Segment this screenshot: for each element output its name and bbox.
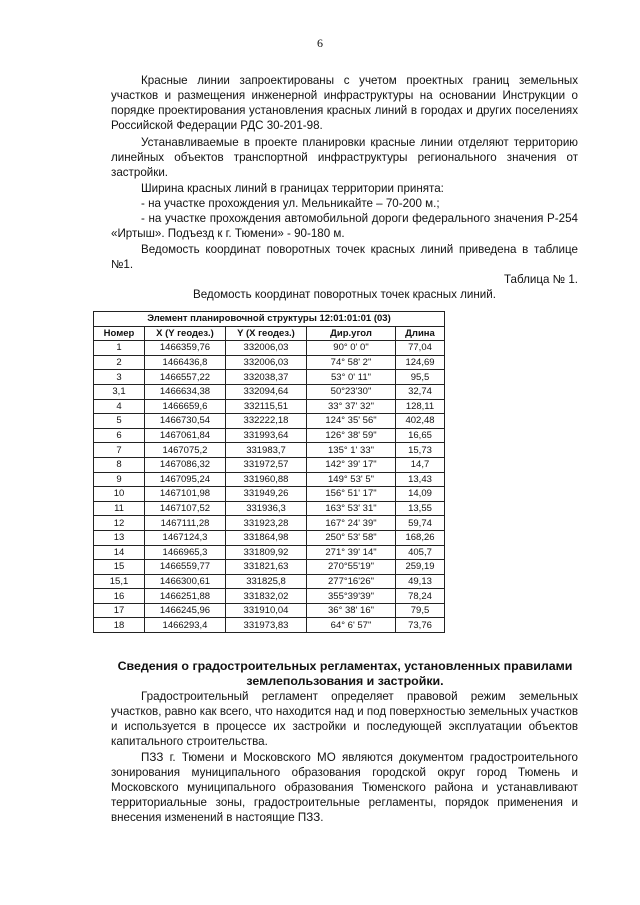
table-cell: 331825,8 xyxy=(226,574,307,589)
table-cell: 331983,7 xyxy=(226,443,307,458)
table-cell: 1467124,3 xyxy=(145,530,226,545)
table-cell: 331949,26 xyxy=(226,487,307,502)
table-cell: 53° 0' 11" xyxy=(307,370,396,385)
header-y: Y (X геодез.) xyxy=(226,326,307,341)
table-cell: 332094,64 xyxy=(226,384,307,399)
table-cell: 331972,57 xyxy=(226,457,307,472)
table-cell: 64° 6' 57" xyxy=(307,618,396,633)
table-cell: 1466965,3 xyxy=(145,545,226,560)
table-cell: 331993,64 xyxy=(226,428,307,443)
table-cell: 142° 39' 17" xyxy=(307,457,396,472)
table-cell: 124,69 xyxy=(396,355,445,370)
table-cell: 1 xyxy=(94,341,145,356)
table-cell: 331936,3 xyxy=(226,501,307,516)
table-cell: 14 xyxy=(94,545,145,560)
table-cell: 15,1 xyxy=(94,574,145,589)
table-row xyxy=(94,589,445,604)
table-title: Ведомость координат поворотных точек красных линий. xyxy=(193,288,496,301)
header-direction-angle: Дир.угол xyxy=(307,326,396,341)
table-body xyxy=(94,341,445,633)
table-cell: 1466557,22 xyxy=(145,370,226,385)
table-cell: 15 xyxy=(94,560,145,575)
table-cell: 1467107,52 xyxy=(145,501,226,516)
table-row xyxy=(94,428,445,443)
table-cell: 402,48 xyxy=(396,414,445,429)
table-cell: 33° 37' 32" xyxy=(307,399,396,414)
table-row xyxy=(94,370,445,385)
table-row xyxy=(94,545,445,560)
table-cell: 331960,88 xyxy=(226,472,307,487)
table-row xyxy=(94,560,445,575)
table-cell: 1467095,24 xyxy=(145,472,226,487)
table-cell: 163° 53' 31" xyxy=(307,501,396,516)
section-heading: Сведения о градостроительных регламентах, установленных правилами землепользования и застройки. xyxy=(117,659,573,688)
table-cell: 277°16'26" xyxy=(307,574,396,589)
table-cell: 1467086,32 xyxy=(145,457,226,472)
table-row xyxy=(94,443,445,458)
coordinates-table xyxy=(93,311,445,633)
table-row xyxy=(94,618,445,633)
table-cell: 77,04 xyxy=(396,341,445,356)
table-cell: 1467075,2 xyxy=(145,443,226,458)
paragraph-width-highway: - на участке прохождения автомобильной дороги федерального значения Р-254 «Иртыш». Подъезд к г. Тюмени» - 90-180 м. xyxy=(111,212,578,240)
table-cell: 13,55 xyxy=(396,501,445,516)
table-cell: 90° 0' 0" xyxy=(307,341,396,356)
table-cell: 149° 53' 5" xyxy=(307,472,396,487)
table-cell: 16,65 xyxy=(396,428,445,443)
table-cell: 36° 38' 16" xyxy=(307,603,396,618)
table-row xyxy=(94,574,445,589)
table-cell: 1466300,61 xyxy=(145,574,226,589)
table-cell: 331923,28 xyxy=(226,516,307,531)
table-cell: 32,74 xyxy=(396,384,445,399)
table-cell: 135° 1' 33" xyxy=(307,443,396,458)
table-cell: 355°39'39" xyxy=(307,589,396,604)
paragraph-red-lines-separation: Устанавливаемые в проекте планировки красные линии отделяют территорию линейных объектов транспортной инфраструктуры регионального значения от застройки. xyxy=(111,136,578,179)
table-cell: 1467111,28 xyxy=(145,516,226,531)
table-cell: 1466634,38 xyxy=(145,384,226,399)
table-cell: 259,19 xyxy=(396,560,445,575)
table-cell: 331910,04 xyxy=(226,603,307,618)
table-cell: 331832,02 xyxy=(226,589,307,604)
table-cell: 1467101,98 xyxy=(145,487,226,502)
section-paragraph-regulation: Градостроительный регламент определяет правовой режим земельных участков, равно как всего, что находится над и под поверхностью земельных участков и используется в процессе их застройки и последующей эксплуатации объектов капитального строительства. xyxy=(111,690,578,748)
table-row xyxy=(94,414,445,429)
table-cell: 1466659,6 xyxy=(145,399,226,414)
table-cell: 1466293,4 xyxy=(145,618,226,633)
paragraph-table-reference: Ведомость координат поворотных точек красных линий приведена в таблице №1. xyxy=(111,243,578,271)
table-cell: 12 xyxy=(94,516,145,531)
table-cell: 270°55'19" xyxy=(307,560,396,575)
header-number: Номер xyxy=(94,326,145,341)
table-cell: 15,73 xyxy=(396,443,445,458)
table-cell: 332222,18 xyxy=(226,414,307,429)
page-number: 6 xyxy=(317,36,323,50)
table-cell: 1466730,54 xyxy=(145,414,226,429)
header-x: X (Y геодез.) xyxy=(145,326,226,341)
table-cell: 14,7 xyxy=(396,457,445,472)
table-cell: 9 xyxy=(94,472,145,487)
table-row xyxy=(94,487,445,502)
table-cell: 126° 38' 59" xyxy=(307,428,396,443)
table-cell: 59,74 xyxy=(396,516,445,531)
table-cell: 3,1 xyxy=(94,384,145,399)
table-cell: 332006,03 xyxy=(226,341,307,356)
table-row xyxy=(94,341,445,356)
table-cell: 168,26 xyxy=(396,530,445,545)
table-cell: 128,11 xyxy=(396,399,445,414)
table-header-row xyxy=(94,326,445,341)
table-row xyxy=(94,530,445,545)
table-cell: 14,09 xyxy=(396,487,445,502)
table-cell: 6 xyxy=(94,428,145,443)
table-row xyxy=(94,399,445,414)
table-cell: 7 xyxy=(94,443,145,458)
table-cell: 332006,03 xyxy=(226,355,307,370)
table-row xyxy=(94,603,445,618)
table-cell: 1466436,8 xyxy=(145,355,226,370)
table-cell: 13,43 xyxy=(396,472,445,487)
table-cell: 156° 51' 17" xyxy=(307,487,396,502)
table-cell: 331973,83 xyxy=(226,618,307,633)
table-cell: 50°23'30" xyxy=(307,384,396,399)
table-cell: 13 xyxy=(94,530,145,545)
table-row xyxy=(94,384,445,399)
table-cell: 1467061,84 xyxy=(145,428,226,443)
table-cell: 16 xyxy=(94,589,145,604)
table-row xyxy=(94,516,445,531)
table-cell: 11 xyxy=(94,501,145,516)
paragraph-width-intro: Ширина красных линий в границах территории принята: xyxy=(141,182,444,195)
table-cell: 73,76 xyxy=(396,618,445,633)
header-length: Длина xyxy=(396,326,445,341)
table-row xyxy=(94,355,445,370)
table-cell: 18 xyxy=(94,618,145,633)
table-cell: 331809,92 xyxy=(226,545,307,560)
table-cell: 331821,63 xyxy=(226,560,307,575)
table-cell: 1466245,96 xyxy=(145,603,226,618)
table-cell: 8 xyxy=(94,457,145,472)
table-cell: 1466251,88 xyxy=(145,589,226,604)
paragraph-width-melnikaite: - на участке прохождения ул. Мельникайте – 70-200 м.; xyxy=(141,197,440,210)
table-cell: 1466559,77 xyxy=(145,560,226,575)
table-cell: 49,13 xyxy=(396,574,445,589)
table-cell: 332038,37 xyxy=(226,370,307,385)
table-cell: 3 xyxy=(94,370,145,385)
table-cell: 2 xyxy=(94,355,145,370)
table-caption-row xyxy=(94,312,445,327)
table-cell: 4 xyxy=(94,399,145,414)
section-paragraph-pzz: ПЗЗ г. Тюмени и Московского МО являются документом градостроительного зонирования муниципального образования городской округ город Тюмень и Московского муниципального образования Тюменского района и устанавливают территориальные зоны, градостроительные регламенты, порядок применения и внесения изменений в настоящие ПЗЗ. xyxy=(111,751,578,824)
table-cell: 250° 53' 58" xyxy=(307,530,396,545)
table-cell: 5 xyxy=(94,414,145,429)
table-cell: 124° 35' 56" xyxy=(307,414,396,429)
table-cell: 78,24 xyxy=(396,589,445,604)
table-cell: 271° 39' 14" xyxy=(307,545,396,560)
table-label: Таблица № 1. xyxy=(503,273,578,286)
table-cell: 331864,98 xyxy=(226,530,307,545)
table-caption: Элемент планировочной структуры 12:01:01:01 (03) xyxy=(94,312,445,327)
table-cell: 1466359,76 xyxy=(145,341,226,356)
table-cell: 405,7 xyxy=(396,545,445,560)
table-row xyxy=(94,457,445,472)
table-cell: 167° 24' 39" xyxy=(307,516,396,531)
table-cell: 17 xyxy=(94,603,145,618)
table-cell: 95,5 xyxy=(396,370,445,385)
table-row xyxy=(94,501,445,516)
table-cell: 10 xyxy=(94,487,145,502)
table-cell: 74° 58' 2" xyxy=(307,355,396,370)
table-cell: 332115,51 xyxy=(226,399,307,414)
paragraph-red-lines: Красные линии запроектированы с учетом проектных границ земельных участков и размещения инженерной инфраструктуры на основании Инструкции о порядке проектирования установления красных линий в городах и других поселениях Российской Федерации РДС 30-201-98. xyxy=(111,74,578,132)
table-row xyxy=(94,472,445,487)
table-cell: 79,5 xyxy=(396,603,445,618)
